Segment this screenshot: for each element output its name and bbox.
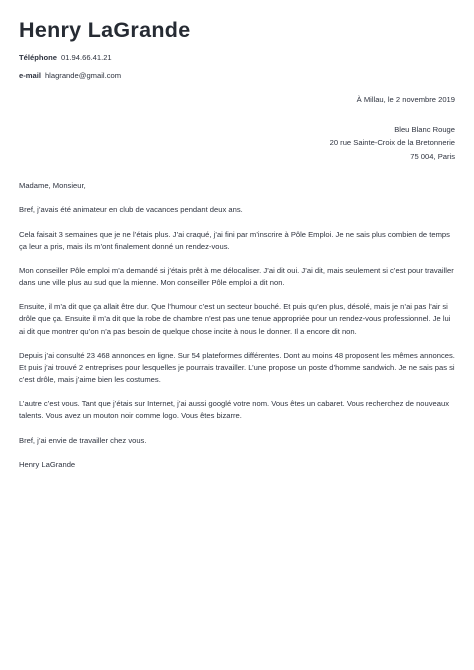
email-line xyxy=(19,71,455,81)
paragraph: Cela faisait 3 semaines que je ne l’étais plus. J’ai craqué, j’ai fini par m’inscrire à Pôle Emploi. Je ne sais plus combien de temps ça leur a pris, mais ils m’ont finalement donné un rendez-vous. xyxy=(19,229,450,251)
letter-body xyxy=(19,180,455,471)
paragraph: L’autre c’est vous. Tant que j’étais sur Internet, j’ai aussi googlé votre nom. Vous êtes un cabaret. Vous recherchez de nouveaux talents. Vous avez un mouton noir comme logo. Vous êtes bizarre. xyxy=(19,399,450,421)
email-label: e-mail xyxy=(19,71,41,80)
signature: Henry LaGrande xyxy=(19,459,76,469)
recipient-name: Bleu Blanc Rouge xyxy=(394,124,455,134)
email-value: hlagrande@gmail.com xyxy=(44,71,122,80)
recipient-street: 20 rue Sainte-Croix de la Bretonnerie xyxy=(329,138,455,147)
recipient-city: 75 004, Paris xyxy=(410,151,455,161)
paragraph: Depuis j’ai consulté 23 468 annonces en ligne. Sur 54 plateformes différentes. Dont au moins 48 proposent les mêmes annonces. Et puis j’ai trouvé 2 entreprises pour lesquelles je pourrais travailler. L’une propose un poste d’homme sandwich. Je ne sais pas si c’est drôle, mais j’aime bien les costumes. xyxy=(19,350,455,384)
paragraph: Mon conseiller Pôle emploi m’a demandé si j’étais prêt à me délocaliser. J’ai dit oui. J’ai dit, mais seulement si c’est pour travailler dans une ville plus au sud que la mienne. Mon conseiller Pôle emploi a dit non. xyxy=(19,265,454,288)
phone-label: Téléphone xyxy=(19,53,57,62)
paragraph: Bref, j’ai envie de travailler chez vous. xyxy=(19,435,147,445)
paragraph: Bref, j’avais été animateur en club de vacances pendant deux ans. xyxy=(19,205,243,215)
date-line: À Millau, le 2 novembre 2019 xyxy=(356,95,455,104)
salutation: Madame, Monsieur, xyxy=(19,181,86,190)
recipient-address xyxy=(19,123,455,164)
phone-line xyxy=(19,53,455,63)
paragraph: Ensuite, il m’a dit que ça allait être dur. Que l’humour c’est un secteur bouché. Et puis qu’en plus, désolé, mais je n’ai pas l’air si drôle que ça. Ensuite il m’a dit que la robe de chambre n’est pas une tenue appropriée pour un rendez-vous professionnel. Je lui ai dit que montrer qu’on n’a pas besoin de quelque chose incite à nous le donner. Il a encore dit non. xyxy=(19,302,451,336)
phone-value: 01.94.66.41.21 xyxy=(60,53,112,62)
applicant-name: Henry LaGrande xyxy=(19,18,191,42)
contact-block xyxy=(19,53,455,81)
